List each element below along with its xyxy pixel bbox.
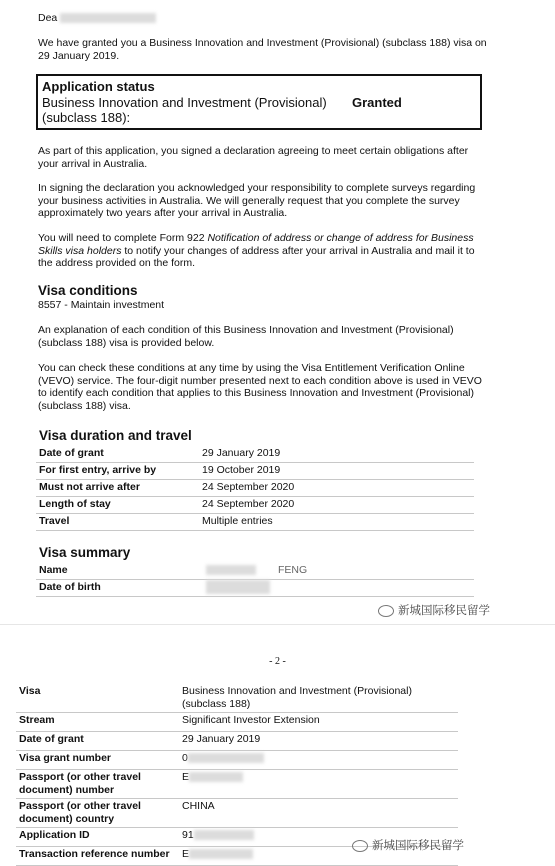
vevo-paragraph: You can check these conditions at any time by using the Visa Entitlement Verification Online (VEVO) service. The four-digit number presented next to each condition above is used in VEVO to identify each condition that applies to this Business Innovation and Investment (Provisional) (subclass 188) visa.	[38, 362, 482, 412]
page-number: - 2 -	[269, 656, 286, 667]
summary-name-surname: FENG	[278, 564, 308, 576]
visa-conditions-heading: Visa conditions	[38, 283, 138, 298]
table-row	[36, 480, 474, 497]
detail-value: E	[179, 847, 458, 866]
duration-label: Travel	[36, 514, 199, 531]
detail-value: Business Innovation and Investment (Provisional) (subclass 188)	[179, 684, 458, 713]
application-status-row	[42, 95, 476, 125]
visa-summary-table	[36, 563, 474, 597]
table-row	[36, 563, 474, 580]
table-row	[36, 463, 474, 480]
watermark: 新城国际移民留学	[378, 605, 490, 618]
duration-label: For first entry, arrive by	[36, 463, 199, 480]
redacted-passport	[189, 772, 243, 782]
duration-label: Length of stay	[36, 497, 199, 514]
salutation	[38, 12, 156, 25]
duration-value: 29 January 2019	[199, 446, 474, 463]
form-922-title: Notification of address or change of address for Business Skills visa holders	[38, 232, 474, 257]
wechat-icon	[378, 605, 394, 617]
watermark: 新城国际移民留学	[352, 840, 464, 853]
form-922-paragraph: You will need to complete Form 922 Notification of address or change of address for Business Skills visa holders to notify your changes of address after your arrival in Australia and mail it to the address provided on the form.	[38, 232, 475, 269]
detail-value: 29 January 2019	[179, 732, 458, 751]
redacted-name	[206, 565, 256, 575]
status-value: Granted	[352, 95, 402, 110]
redacted-name	[60, 13, 156, 23]
detail-label: Passport (or other travel document) country	[16, 799, 179, 828]
detail-label: Stream	[16, 713, 179, 732]
redacted-dob	[206, 580, 270, 594]
page-divider	[0, 624, 555, 625]
table-row	[16, 713, 458, 732]
duration-value: 24 September 2020	[199, 480, 474, 497]
duration-value: 24 September 2020	[199, 497, 474, 514]
detail-label: Visa	[16, 684, 179, 713]
table-row	[36, 497, 474, 514]
duration-value: 19 October 2019	[199, 463, 474, 480]
obligations-paragraph: As part of this application, you signed a declaration agreeing to meet certain obligations after your arrival in Australia.	[38, 145, 469, 170]
visa-duration-heading: Visa duration and travel	[39, 428, 192, 443]
duration-value: Multiple entries	[199, 514, 474, 531]
detail-label: Visa grant number	[16, 751, 179, 770]
summary-dob-label: Date of birth	[36, 580, 199, 597]
visa-duration-table	[36, 446, 474, 531]
duration-label: Must not arrive after	[36, 480, 199, 497]
detail-label: Application ID	[16, 828, 179, 847]
detail-value: CHINA	[179, 799, 458, 828]
detail-value: E	[179, 770, 458, 799]
conditions-explanation: An explanation of each condition of this Business Innovation and Investment (Provisional) (subclass 188) visa is provided below.	[38, 324, 454, 349]
duration-label: Date of grant	[36, 446, 199, 463]
visa-summary-heading: Visa summary	[39, 545, 131, 560]
survey-paragraph: In signing the declaration you acknowledged your responsibility to complete surveys regarding your business activities in Australia. We will generally request that you complete the survey approximately two years after your arrival in Australia.	[38, 182, 476, 219]
table-row	[16, 751, 458, 770]
grant-intro: We have granted you a Business Innovation and Investment (Provisional) (subclass 188) visa on 29 January 2019.	[38, 37, 487, 62]
detail-label: Transaction reference number	[16, 847, 179, 866]
visa-details-table	[16, 684, 458, 866]
summary-dob-value	[199, 580, 474, 597]
table-row	[16, 799, 458, 828]
table-row	[36, 514, 474, 531]
detail-label: Date of grant	[16, 732, 179, 751]
summary-name-value	[199, 563, 474, 580]
detail-label: Passport (or other travel document) number	[16, 770, 179, 799]
application-status-title: Application status	[42, 79, 155, 94]
redacted-application-id	[194, 830, 254, 840]
redacted-grant-number	[188, 753, 264, 763]
wechat-icon	[352, 840, 368, 852]
detail-value: 0	[179, 751, 458, 770]
table-row	[36, 446, 474, 463]
redacted-trn	[189, 849, 253, 859]
table-row	[16, 770, 458, 799]
table-row	[36, 580, 474, 597]
summary-name-label: Name	[36, 563, 199, 580]
table-row	[16, 684, 458, 713]
table-row	[16, 732, 458, 751]
visa-condition-item: 8557 - Maintain investment	[38, 299, 165, 311]
detail-value: 91	[179, 828, 458, 847]
status-visa-name: Business Innovation and Investment (Provisional) (subclass 188):	[42, 95, 327, 125]
application-status-box	[36, 74, 482, 130]
detail-value: Significant Investor Extension	[179, 713, 458, 732]
salutation-text: Dea	[38, 12, 58, 24]
